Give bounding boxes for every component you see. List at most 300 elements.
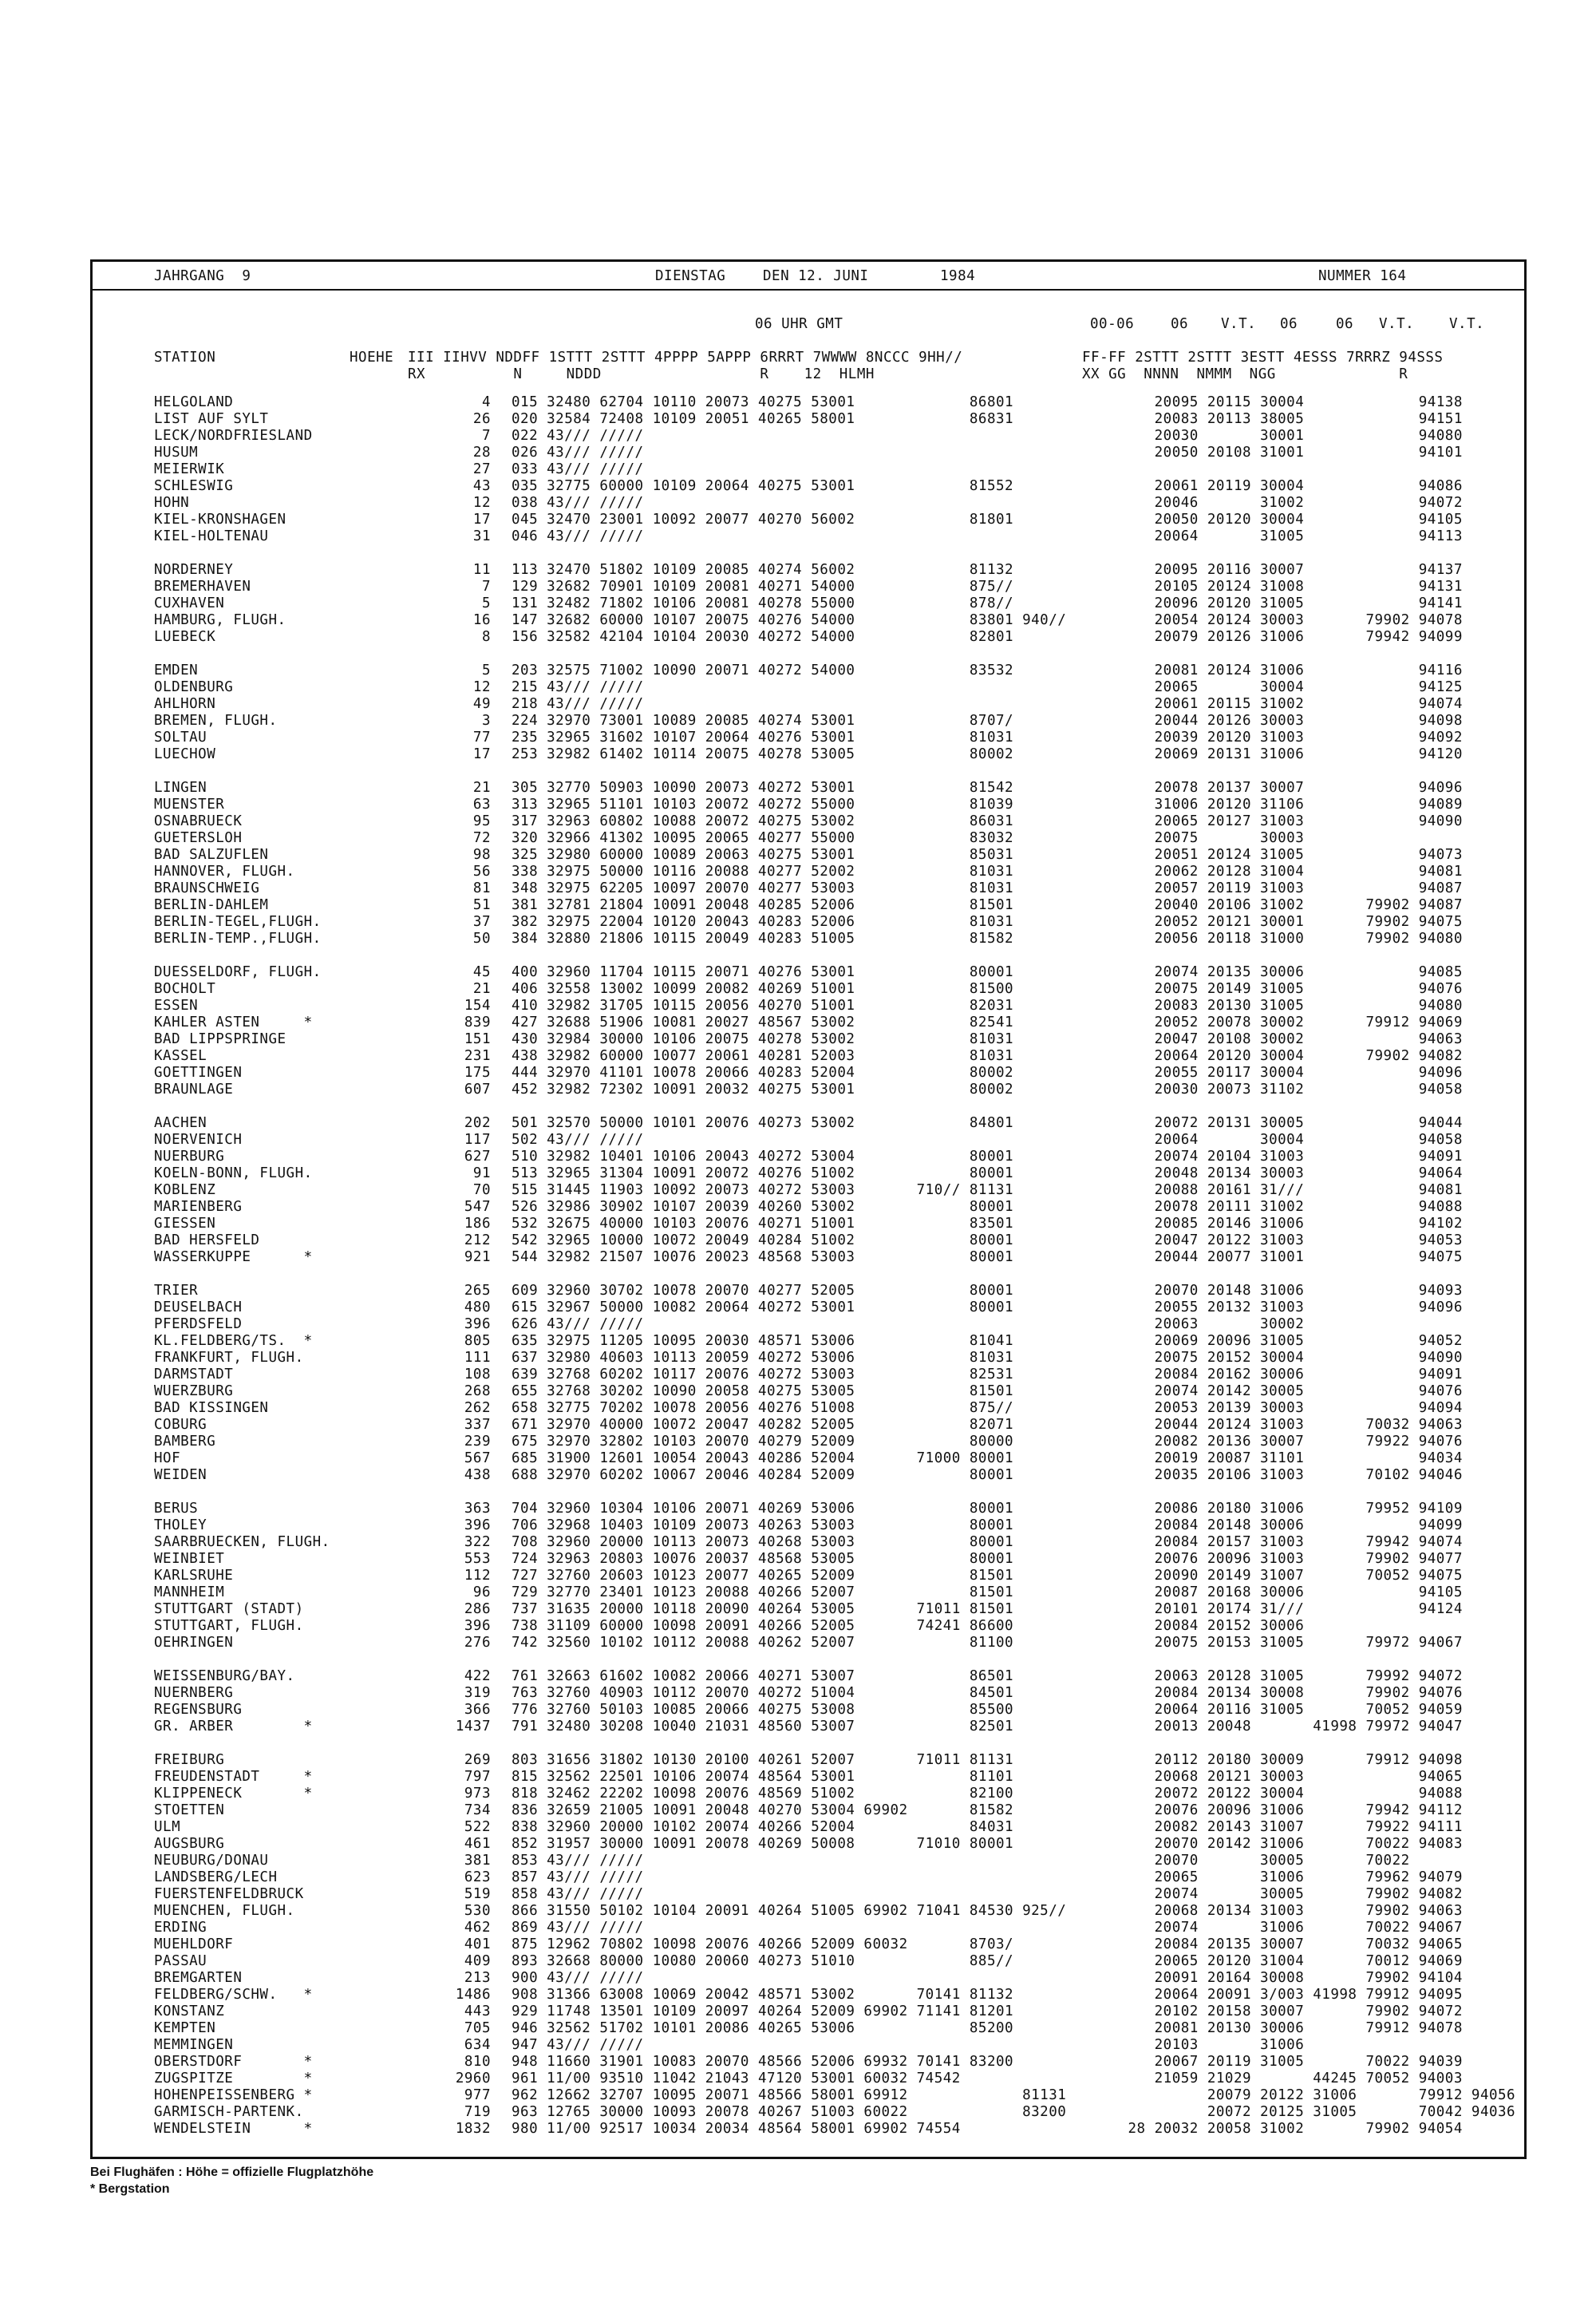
station-name: KL.FELDBERG/TS. * [154,1333,313,1349]
station-height: 231 [464,1048,491,1064]
station-name: MEMMINGEN [154,2037,234,2053]
station-height: 7 [481,579,491,595]
station-codes: 963 12765 30000 10093 20078 40267 51003 60022 83200 20072 20125 31005 70042 94036 [512,2104,1516,2120]
group-spacer [411,646,491,663]
station-name: BAD KISSINGEN [154,1400,269,1416]
station-name: PFERDSFELD [154,1316,243,1332]
station-name: WENDELSTEIN * [154,2121,313,2137]
station-codes: 852 31957 30000 10091 20078 40269 50008 71010 80001 20070 20142 31006 70022 94083 [512,1836,1463,1852]
station-height: 522 [464,1819,491,1835]
station-codes: 532 32675 40000 10103 20076 40271 51001 83501 20085 20146 31006 94102 [512,1216,1463,1232]
station-height: 401 [464,1936,491,1952]
group-spacer [512,646,1515,663]
jahrgang: JAHRGANG 9 [154,268,251,284]
station-height: 98 [472,847,491,863]
station-height: 462 [464,1920,491,1936]
station-codes: 452 32982 72302 10091 20032 40275 53001 80002 20030 20073 31102 94058 [512,1082,1463,1098]
footnote-airports: Bei Flughäfen : Höhe = offizielle Flugplatzhöhe [90,2166,374,2179]
group-spacer [411,947,491,964]
station-name: GR. ARBER * [154,1719,313,1734]
station-codes: 320 32966 41302 10095 20065 40277 55000 83032 20075 30003 [512,830,1305,846]
station-height: 797 [464,1769,491,1785]
station-name: BERLIN-DAHLEM [154,897,269,913]
station-codes: 815 32562 22501 10106 20074 48564 53001 81101 20068 20121 30003 94065 [512,1769,1463,1785]
station-codes: 305 32770 50903 10090 20073 40272 53001 81542 20078 20137 30007 94096 [512,780,1463,796]
station-codes: 317 32963 60802 10088 20072 40275 53002 86031 20065 20127 31003 94090 [512,813,1463,829]
station-height: 51 [472,897,491,913]
group-spacer [154,545,330,562]
station-height: 43 [472,478,491,494]
station-height: 112 [464,1568,491,1584]
code-col-header-2: RX N NDDD R 12 HLMH [408,366,875,382]
station-name: MUEHLDORF [154,1936,234,1952]
station-codes: 253 32982 61402 10114 20075 40278 53005 80002 20069 20131 31006 94120 [512,746,1463,762]
station-name: AUGSBURG [154,1836,225,1852]
station-height: 547 [464,1199,491,1215]
station-height: 276 [464,1635,491,1651]
code-col-header-1: III IIHVV NDDFF 1STTT 2STTT 4PPPP 5APPP 6RRRT 7WWWW 8NCCC 9HH// [408,350,963,366]
group-spacer [512,1484,1515,1501]
group-spacer [154,1098,330,1115]
station-name: MUENSTER [154,797,225,813]
station-codes: 685 31900 12601 10054 20043 40286 52004 71000 80001 20019 20087 31101 94034 [512,1450,1463,1466]
station-height: 70 [472,1182,491,1198]
station-height: 409 [464,1953,491,1969]
station-height: 366 [464,1702,491,1718]
station-name-column [154,394,330,2138]
station-codes: 038 43/// ///// 20046 31002 94072 [512,495,1463,511]
station-name: DARMSTADT [154,1367,234,1382]
station-codes: 900 43/// ///// 20091 20164 30008 79902 94104 [512,1970,1463,1986]
station-height: 262 [464,1400,491,1416]
station-name: DEUSELBACH [154,1299,243,1315]
group-spacer [512,763,1515,780]
group-vt-c: V.T. [1449,316,1485,332]
station-codes: 980 11/00 92517 10034 20034 48564 58001 69902 74554 28 20032 20058 31002 79902 94054 [512,2121,1463,2137]
station-height: 480 [464,1299,491,1315]
station-codes: 761 32663 61602 10082 20066 40271 53007 86501 20063 20128 31005 79992 94072 [512,1668,1463,1684]
station-name: NORDERNEY [154,562,234,578]
station-codes: 609 32960 30702 10078 20070 40277 52005 80001 20070 20148 31006 94093 [512,1283,1463,1299]
station-codes: 325 32980 60000 10089 20063 40275 53001 85031 20051 20124 31005 94073 [512,847,1463,863]
ff-time-label: 00-06 [1090,316,1135,332]
station-codes: 438 32982 60000 10077 20061 40281 52003 81031 20064 20120 30004 79902 94082 [512,1048,1463,1064]
station-name: BREMEN, FLUGH. [154,713,278,729]
group-vt-a: V.T. [1221,316,1257,332]
station-name: DUESSELDORF, FLUGH. [154,964,322,980]
group-06-a: 06 [1171,316,1189,332]
station-codes: 675 32970 32802 10103 20070 40279 52009 80000 20082 20136 30007 79922 94076 [512,1434,1463,1450]
station-height: 175 [464,1065,491,1081]
station-name: FRANKFURT, FLUGH. [154,1350,304,1366]
station-codes: 639 32768 60202 10117 20076 40272 53003 82531 20084 20162 30006 94091 [512,1367,1463,1382]
station-codes: 131 32482 71802 10106 20081 40278 55000 878// 20096 20120 31005 94141 [512,595,1463,611]
station-name: NUERNBERG [154,1685,234,1701]
station-height: 268 [464,1383,491,1399]
right-col-header-1: FF-FF 2STTT 2STTT 3ESTT 4ESSS 7RRRZ 94SSS [1082,350,1444,366]
station-codes: 430 32984 30000 10106 20075 40278 53002 81031 20047 20108 30002 94063 [512,1031,1463,1047]
station-name: BAD SALZUFLEN [154,847,269,863]
station-height: 461 [464,1836,491,1852]
station-name: SAARBRUECKEN, FLUGH. [154,1534,330,1550]
station-name: FELDBERG/SCHW. * [154,1987,313,2003]
station-height: 202 [464,1115,491,1131]
station-codes: 838 32960 20000 10102 20074 40266 52004 84031 20082 20143 31007 79922 94111 [512,1819,1463,1835]
station-height: 519 [464,1886,491,1902]
station-name: GARMISCH-PARTENK. [154,2104,304,2120]
group-spacer [512,1098,1515,1115]
station-codes: 727 32760 20603 10123 20077 40265 52009 81501 20090 20149 31007 70052 94075 [512,1568,1463,1584]
station-height: 734 [464,1802,491,1818]
station-name: LINGEN [154,780,207,796]
station-codes: 763 32760 40903 10112 20070 40272 51004 84501 20084 20134 30008 79902 94076 [512,1685,1463,1701]
station-codes: 382 32975 22004 10120 20043 40283 52006 81031 20052 20121 30001 79902 94075 [512,914,1463,930]
station-name: KASSEL [154,1048,207,1064]
observation-codes-column [512,394,1515,2138]
station-height: 17 [472,746,491,762]
station-codes: 129 32682 70901 10109 20081 40271 54000 875// 20105 20124 31008 94131 [512,579,1463,595]
station-name: AACHEN [154,1115,207,1131]
station-codes: 427 32688 51906 10081 20027 48567 53002 82541 20052 20078 30002 79912 94069 [512,1015,1463,1030]
station-codes: 444 32970 41101 10078 20066 40283 52004 80002 20055 20117 30004 94096 [512,1065,1463,1081]
station-name: WASSERKUPPE * [154,1249,313,1265]
station-name: BERUS [154,1501,199,1517]
footnote-mountain: * Bergstation [90,2182,170,2196]
station-height: 81 [472,880,491,896]
station-name: SOLTAU [154,730,207,746]
station-name: COBURG [154,1417,207,1433]
group-spacer [411,1735,491,1752]
station-height: 26 [472,411,491,427]
station-height: 422 [464,1668,491,1684]
station-name: BAD HERSFELD [154,1232,260,1248]
station-height: 28 [472,445,491,461]
station-height: 839 [464,1015,491,1030]
station-codes: 215 43/// ///// 20065 30004 94125 [512,679,1463,695]
header-rule [93,289,1524,291]
station-height: 96 [472,1584,491,1600]
station-codes: 708 32960 20000 10113 20073 40268 53003 80001 20084 20157 31003 79942 94074 [512,1534,1463,1550]
station-codes: 635 32975 11205 10095 20030 48571 53006 81041 20069 20096 31005 94052 [512,1333,1463,1349]
station-name: MUENCHEN, FLUGH. [154,1903,295,1919]
station-codes: 869 43/// ///// 20074 31006 70022 94067 [512,1920,1463,1936]
station-codes: 015 32480 62704 10110 20073 40275 53001 86801 20095 20115 30004 94138 [512,394,1463,410]
station-codes: 513 32965 31304 10091 20072 40276 51002 80001 20048 20134 30003 94064 [512,1165,1463,1181]
station-name: BOCHOLT [154,981,216,997]
station-height: 363 [464,1501,491,1517]
station-name: KOBLENZ [154,1182,216,1198]
station-name: KIEL-KRONSHAGEN [154,512,286,528]
station-name: LUECHOW [154,746,216,762]
station-name: ZUGSPITZE * [154,2071,313,2086]
station-height: 12 [472,679,491,695]
station-height: 49 [472,696,491,712]
station-name: HUSUM [154,445,199,461]
group-spacer [512,1266,1515,1283]
station-height: 91 [472,1165,491,1181]
station-table [154,394,1516,2150]
station-codes: 113 32470 51802 10109 20085 40274 56002 81132 20095 20116 30007 94137 [512,562,1463,578]
station-codes: 737 31635 20000 10118 20090 40264 53005 71011 81501 20101 20174 31/// 94124 [512,1601,1463,1617]
station-name: WEISSENBURG/BAY. [154,1668,295,1684]
station-name: LANDSBERG/LECH [154,1869,278,1885]
station-height: 634 [464,2037,491,2053]
station-codes: 542 32965 10000 10072 20049 40284 51002 80001 20047 20122 31003 94053 [512,1232,1463,1248]
station-name: BERLIN-TEGEL,FLUGH. [154,914,322,930]
station-codes: 022 43/// ///// 20030 30001 94080 [512,428,1463,444]
station-height: 212 [464,1232,491,1248]
group-spacer [512,545,1515,562]
station-codes: 948 11660 31901 10083 20070 48566 52006 69932 70141 83200 20067 20119 31005 70022 94039 [512,2054,1463,2070]
station-name: KIEL-HOLTENAU [154,528,269,544]
station-height: 63 [472,797,491,813]
station-codes: 947 43/// ///// 20103 31006 [512,2037,1305,2053]
station-name: HOHN [154,495,190,511]
group-spacer [154,947,330,964]
station-height: 111 [464,1350,491,1366]
group-spacer [154,1735,330,1752]
station-codes: 962 12662 32707 10095 20071 48566 58001 69912 81131 20079 20122 31006 79912 94056 [512,2087,1516,2103]
station-name: THOLEY [154,1517,207,1533]
station-name: KOELN-BONN, FLUGH. [154,1165,313,1181]
station-name: HOF [154,1450,181,1466]
station-codes: 406 32558 13002 10099 20082 40269 51001 81500 20075 20149 31005 94076 [512,981,1463,997]
station-height: 1486 [455,1987,491,2003]
station-name: REGENSBURG [154,1702,243,1718]
station-height: 286 [464,1601,491,1617]
station-height: 12 [472,495,491,511]
station-name: GIESSEN [154,1216,216,1232]
station-codes: 637 32980 40603 10113 20059 40272 53006 81031 20075 20152 30004 94090 [512,1350,1463,1366]
group-06-c: 06 [1336,316,1354,332]
group-spacer [154,646,330,663]
report-frame [90,259,1527,2159]
station-name: NOERVENICH [154,1132,243,1148]
station-height: 1437 [455,1719,491,1734]
station-codes: 026 43/// ///// 20050 20108 31001 94101 [512,445,1463,461]
group-vt-b: V.T. [1379,316,1415,332]
station-codes: 203 32575 71002 10090 20071 40272 54000 83532 20081 20124 31006 94116 [512,663,1463,678]
station-height: 4 [481,394,491,410]
station-col-header: STATION [154,350,216,366]
station-height: 269 [464,1752,491,1768]
station-name: NUERBURG [154,1149,225,1165]
station-height: 31 [472,528,491,544]
station-codes: 313 32965 51101 10103 20072 40272 55000 81039 31006 20120 31106 94089 [512,797,1463,813]
group-spacer [154,1484,330,1501]
obs-time-label: 06 UHR GMT [755,316,843,332]
station-name: BRAUNSCHWEIG [154,880,260,896]
group-spacer [411,545,491,562]
station-height: 443 [464,2003,491,2019]
station-height: 553 [464,1551,491,1567]
station-codes: 544 32982 21507 10076 20023 48568 53003 80001 20044 20077 31001 94075 [512,1249,1463,1265]
station-name: FREUDENSTADT * [154,1769,313,1785]
station-name: ESSEN [154,998,199,1014]
station-codes: 515 31445 11903 10092 20073 40272 53003 710// 81131 20088 20161 31/// 94081 [512,1182,1463,1198]
station-height: 151 [464,1031,491,1047]
station-codes: 147 32682 60000 10107 20075 40276 54000 83801 940// 20054 20124 30003 79902 94078 [512,612,1463,628]
weekday: DIENSTAG [655,268,726,284]
station-codes: 045 32470 23001 10092 20077 40270 56002 81801 20050 20120 30004 94105 [512,512,1463,528]
station-height: 805 [464,1333,491,1349]
station-name: LIST AUF SYLT [154,411,269,427]
station-codes: 853 43/// ///// 20070 30005 70022 [512,1853,1410,1869]
station-name: STUTTGART, FLUGH. [154,1618,304,1634]
station-name: FREIBURG [154,1752,225,1768]
station-codes: 156 32582 42104 10104 20030 40272 54000 82801 20079 20126 31006 79942 94099 [512,629,1463,645]
station-height: 95 [472,813,491,829]
station-codes: 704 32960 10304 10106 20071 40269 53006 80001 20086 20180 31006 79952 94109 [512,1501,1463,1517]
station-name: BRAUNLAGE [154,1082,234,1098]
station-height: 567 [464,1450,491,1466]
station-height: 117 [464,1132,491,1148]
station-codes: 400 32960 11704 10115 20071 40276 53001 80001 20074 20135 30006 94085 [512,964,1463,980]
station-codes: 338 32975 50000 10116 20088 40277 52002 81031 20062 20128 31004 94081 [512,864,1463,880]
station-name: OBERSTDORF * [154,2054,313,2070]
station-name: KEMPTEN [154,2020,216,2036]
station-codes: 410 32982 31705 10115 20056 40270 51001 82031 20083 20130 31005 94080 [512,998,1463,1014]
station-codes: 046 43/// ///// 20064 31005 94113 [512,528,1463,544]
station-height: 21 [472,780,491,796]
station-name: AHLHORN [154,696,216,712]
station-name: BAD LIPPSPRINGE [154,1031,286,1047]
station-name: GUETERSLOH [154,830,243,846]
station-codes: 893 32668 80000 10080 20060 40273 51010 885// 20065 20120 31004 70012 94069 [512,1953,1463,1969]
station-height: 45 [472,964,491,980]
station-codes: 658 32775 70202 10078 20056 40276 51008 875// 20053 20139 30003 94094 [512,1400,1463,1416]
station-codes: 729 32770 23401 10123 20088 40266 52007 81501 20087 20168 30006 94105 [512,1584,1463,1600]
station-height: 11 [472,562,491,578]
group-spacer [154,763,330,780]
station-height: 239 [464,1434,491,1450]
station-height: 319 [464,1685,491,1701]
issue-number: NUMMER 164 [1318,268,1407,284]
station-codes: 836 32659 21005 10091 20048 40270 53004 69902 81582 20076 20096 31006 79942 94112 [512,1802,1463,1818]
station-name: NEUBURG/DONAU [154,1853,269,1869]
group-spacer [411,1484,491,1501]
station-height: 438 [464,1467,491,1483]
station-codes: 501 32570 50000 10101 20076 40273 53002 84801 20072 20131 30005 94044 [512,1115,1463,1131]
station-codes: 791 32480 30208 10040 21031 48560 53007 82501 20013 20048 41998 79972 94047 [512,1719,1463,1734]
station-codes: 615 32967 50000 10082 20064 40272 53001 80001 20055 20132 31003 94096 [512,1299,1463,1315]
station-height: 16 [472,612,491,628]
group-spacer [154,1651,330,1668]
station-codes: 866 31550 50102 10104 20091 40264 51005 69902 71041 84530 925// 20068 20134 31003 79902 94063 [512,1903,1463,1919]
group-spacer [411,763,491,780]
station-name: WEINBIET [154,1551,225,1567]
station-name: WUERZBURG [154,1383,234,1399]
group-spacer [512,947,1515,964]
station-codes: 738 31109 60000 10098 20091 40266 52005 74241 86600 20084 20152 30006 [512,1618,1305,1634]
station-codes: 857 43/// ///// 20065 31006 79962 94079 [512,1869,1463,1885]
station-codes: 875 12962 70802 10098 20076 40266 52009 60032 8703/ 20084 20135 30007 70032 94065 [512,1936,1463,1952]
station-name: LECK/NORDFRIESLAND [154,428,313,444]
station-name: LUEBECK [154,629,216,645]
station-codes: 742 32560 10102 10112 20088 40262 52007 81100 20075 20153 31005 79972 94067 [512,1635,1463,1651]
station-name: GOETTINGEN [154,1065,243,1081]
station-name: WEIDEN [154,1467,207,1483]
station-name: BAMBERG [154,1434,216,1450]
station-height: 705 [464,2020,491,2036]
station-codes: 929 11748 13501 10109 20097 40264 52009 69902 71141 81201 20102 20158 30007 79902 94072 [512,2003,1463,2019]
station-height: 72 [472,830,491,846]
station-height: 17 [472,512,491,528]
right-col-header-2: XX GG NNNN NMMM NGG R [1082,366,1408,382]
station-codes: 961 11/00 93510 11042 21043 47120 53001 60032 74542 21059 21029 44245 70052 94003 [512,2071,1463,2086]
station-name: TRIER [154,1283,199,1299]
station-name: BERLIN-TEMP.,FLUGH. [154,931,322,947]
station-name: CUXHAVEN [154,595,225,611]
station-name: OEHRINGEN [154,1635,234,1651]
station-height: 396 [464,1316,491,1332]
station-codes: 626 43/// ///// 20063 30002 [512,1316,1305,1332]
station-height: 396 [464,1618,491,1634]
station-name: MARIENBERG [154,1199,243,1215]
station-codes: 502 43/// ///// 20064 30004 94058 [512,1132,1463,1148]
station-height-column [411,394,491,2138]
station-name: OSNABRUECK [154,813,243,829]
group-spacer [411,1098,491,1115]
station-name: HELGOLAND [154,394,234,410]
station-name: EMDEN [154,663,199,678]
station-height: 37 [472,914,491,930]
station-codes: 858 43/// ///// 20074 30005 79902 94082 [512,1886,1463,1902]
station-name: KLIPPENECK * [154,1786,313,1802]
station-height: 607 [464,1082,491,1098]
station-height: 719 [464,2104,491,2120]
station-height: 154 [464,998,491,1014]
station-height: 265 [464,1283,491,1299]
group-spacer [512,1651,1515,1668]
station-height: 381 [464,1853,491,1869]
station-height: 973 [464,1786,491,1802]
station-name: BREMERHAVEN [154,579,251,595]
station-height: 5 [481,663,491,678]
station-codes: 510 32982 10401 10106 20043 40272 53004 80001 20074 20104 31003 94091 [512,1149,1463,1165]
station-height: 50 [472,931,491,947]
station-height: 2960 [455,2071,491,2086]
station-height: 213 [464,1970,491,1986]
station-name: HANNOVER, FLUGH. [154,864,295,880]
station-codes: 706 32968 10403 10109 20073 40263 53003 80001 20084 20148 30006 94099 [512,1517,1463,1533]
station-height: 108 [464,1367,491,1382]
station-codes: 381 32781 21804 10091 20048 40285 52006 81501 20040 20106 31002 79902 94087 [512,897,1463,913]
station-name: ULM [154,1819,181,1835]
station-height: 3 [481,713,491,729]
station-codes: 035 32775 60000 10109 20064 40275 53001 81552 20061 20119 30004 94086 [512,478,1463,494]
station-name: BREMGARTEN [154,1970,243,1986]
station-name: MEIERWIK [154,461,225,477]
group-spacer [411,1266,491,1283]
station-name: KAHLER ASTEN * [154,1015,313,1030]
station-name: HAMBURG, FLUGH. [154,612,286,628]
station-height: 977 [464,2087,491,2103]
station-height: 623 [464,1869,491,1885]
group-spacer [512,1735,1515,1752]
station-codes: 818 32462 22202 10098 20076 48569 51002 82100 20072 20122 30004 94088 [512,1786,1463,1802]
station-codes: 033 43/// ///// [512,461,644,477]
station-codes: 776 32760 50103 10085 20066 40275 53008 85500 20064 20116 31005 70052 94059 [512,1702,1463,1718]
date: DEN 12. JUNI [763,268,869,284]
station-name: PASSAU [154,1953,207,1969]
station-codes: 384 32880 21806 10115 20049 40283 51005 81582 20056 20118 31000 79902 94080 [512,931,1463,947]
station-codes: 688 32970 60202 10067 20046 40284 52009 80001 20035 20106 31003 70102 94046 [512,1467,1463,1483]
station-name: STUTTGART (STADT) [154,1601,304,1617]
station-codes: 671 32970 40000 10072 20047 40282 52005 82071 20044 20124 31003 70032 94063 [512,1417,1463,1433]
station-name: FUERSTENFELDBRUCK [154,1886,304,1902]
station-name: HOHENPEISSENBERG * [154,2087,313,2103]
